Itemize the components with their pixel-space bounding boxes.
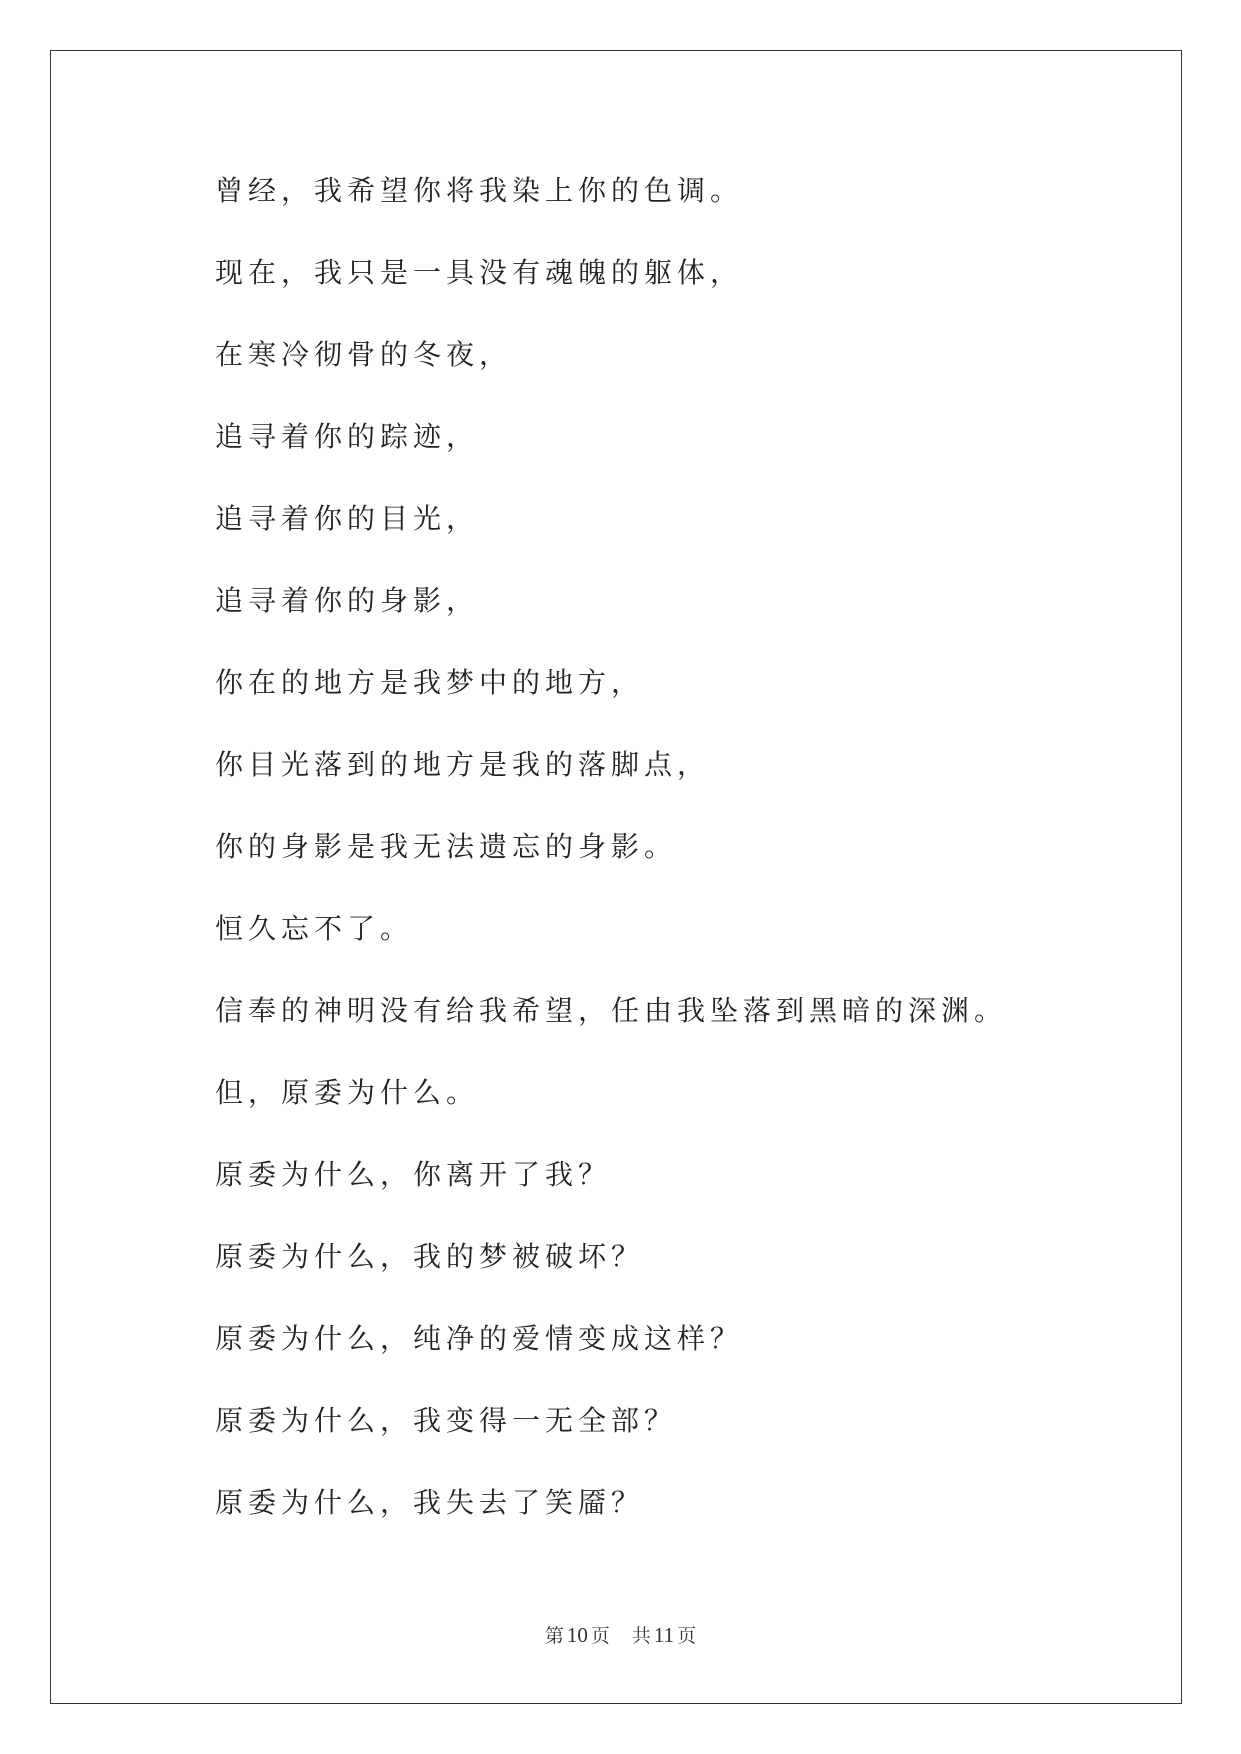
page-footer (0, 1621, 1241, 1648)
poem-line: 原委为什么，我变得一无全部？ (215, 1404, 678, 1437)
poem-line: 曾经，我希望你将我染上你的色调。 (215, 174, 744, 207)
page-current: 10 (566, 1623, 588, 1647)
page-suffix: 页 (590, 1625, 610, 1647)
poem-line: 你在的地方是我梦中的地方， (215, 666, 645, 699)
poem-line: 在寒冷彻骨的冬夜， (215, 338, 513, 371)
poem-line: 你的身影是我无法遗忘的身影。 (215, 830, 678, 863)
poem-line: 追寻着你的身影， (215, 584, 480, 617)
poem-line: 原委为什么，纯净的爱情变成这样？ (215, 1322, 744, 1355)
poem-line: 但，原委为什么。 (215, 1076, 480, 1109)
poem-line: 现在，我只是一具没有魂魄的躯体， (215, 256, 744, 289)
poem-line: 追寻着你的踪迹， (215, 420, 480, 453)
total-suffix: 页 (677, 1625, 697, 1647)
poem-line: 你目光落到的地方是我的落脚点， (215, 748, 711, 781)
total-prefix: 共 (631, 1625, 651, 1647)
poem-line: 信奉的神明没有给我希望，任由我坠落到黑暗的深渊。 (215, 994, 1008, 1027)
poem-line: 原委为什么，你离开了我？ (215, 1158, 612, 1191)
page-total-count: 11 (653, 1623, 675, 1647)
poem-line: 追寻着你的目光， (215, 502, 480, 535)
page-number (545, 1625, 610, 1647)
poem-line: 原委为什么，我失去了笑靥？ (215, 1486, 645, 1519)
poem-line: 恒久忘不了。 (215, 912, 414, 945)
page-total (632, 1625, 696, 1647)
poem-line: 原委为什么，我的梦被破坏？ (215, 1240, 645, 1273)
poem-body (215, 165, 1115, 1559)
page-prefix: 第 (544, 1625, 564, 1647)
